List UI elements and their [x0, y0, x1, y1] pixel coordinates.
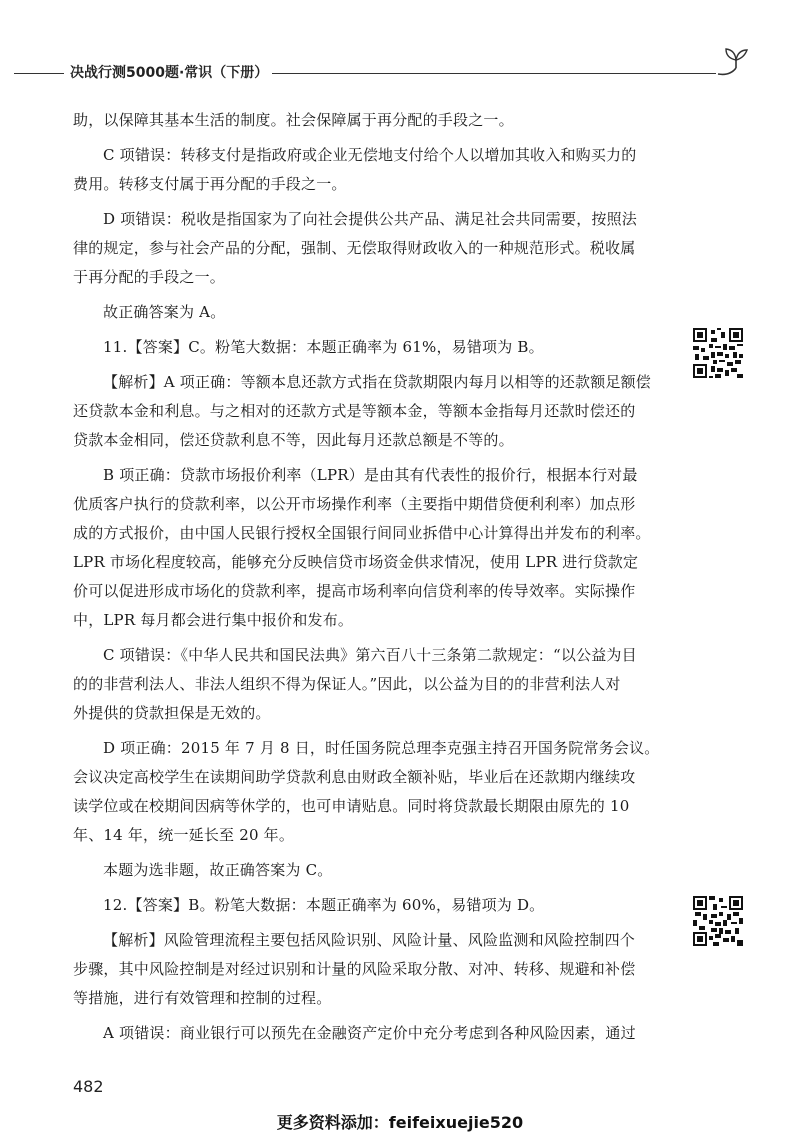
text-line: 还贷款本金和利息。与之相对的还款方式是等额本金，等额本金指每月还款时偿还的	[73, 402, 636, 420]
text-line: LPR 市场化程度较高，能够充分反映信贷市场资金供求情况，使用 LPR 进行贷款定	[73, 553, 639, 571]
paragraph	[73, 205, 665, 292]
text-line: 年、14 年，统一延长至 20 年。	[73, 826, 295, 844]
paragraph	[73, 461, 665, 635]
paragraph	[73, 333, 665, 362]
text-line: 步骤，其中风险控制是对经过识别和计量的风险采取分散、对冲、转移、规避和补偿	[73, 960, 636, 978]
paragraph	[73, 926, 665, 1013]
paragraph	[73, 891, 665, 920]
qr-code-icon[interactable]	[693, 328, 743, 378]
text-line: 优质客户执行的贷款利率，以公开市场操作利率（主要指中期借贷便利利率）加点形	[73, 495, 636, 513]
running-header	[0, 58, 800, 88]
text-line: 成的方式报价，由中国人民银行授权全国银行间同业拆借中心计算得出并发布的利率。	[73, 524, 651, 542]
text-line: 价可以促进形成市场化的贷款利率，提高市场利率向信贷利率的传导效率。实际操作	[73, 582, 636, 600]
sprout-icon	[714, 46, 754, 80]
text-line: D 项错误：税收是指国家为了向社会提供公共产品、满足社会共同需要，按照法	[103, 210, 637, 228]
text-line: 等措施，进行有效管理和控制的过程。	[73, 989, 332, 1007]
text-line: 【解析】A 项正确：等额本息还款方式指在贷款期限内每月以相等的还款额足额偿	[103, 373, 652, 391]
footer-note: 更多资料添加：feifeixuejie520	[276, 1113, 524, 1132]
answer-line-11: 11.【答案】C。粉笔大数据：本题正确率为 61%，易错项为 B。	[103, 338, 544, 356]
text-line: 外提供的贷款担保是无效的。	[73, 704, 271, 722]
text-line: A 项错误：商业银行可以预先在金融资产定价中充分考虑到各种风险因素，通过	[103, 1024, 636, 1042]
text-line: 助，以保障其基本生活的制度。社会保障属于再分配的手段之一。	[73, 111, 514, 129]
text-line: 中，LPR 每月都会进行集中报价和发布。	[73, 611, 354, 629]
answer-text-column	[73, 106, 665, 1054]
paragraph	[73, 856, 665, 885]
paragraph	[73, 106, 665, 135]
text-line: 本题为选非题，故正确答案为 C。	[103, 861, 333, 879]
paragraph	[73, 734, 665, 850]
header-rule-right	[272, 73, 716, 74]
text-line: D 项正确：2015 年 7 月 8 日，时任国务院总理李克强主持召开国务院常务会议。	[103, 739, 660, 757]
book-title: 决战行测5000题·常识（下册）	[70, 65, 269, 81]
paragraph	[73, 298, 665, 327]
paragraph	[73, 1019, 665, 1048]
text-line: C 项错误：《中华人民共和国民法典》第六百八十三条第二款规定：“以公益为目	[103, 646, 637, 664]
text-line: 贷款本金相同，偿还贷款利息不等，因此每月还款总额是不等的。	[73, 431, 514, 449]
text-line: 读学位或在校期间因病等休学的，也可申请贴息。同时将贷款最长期限由原先的 10	[73, 797, 630, 815]
text-line: 【解析】风险管理流程主要包括风险识别、风险计量、风险监测和风险控制四个	[103, 931, 636, 949]
paragraph	[73, 641, 665, 728]
header-rule-left	[14, 73, 64, 74]
paragraph	[73, 141, 665, 199]
qr-code-icon[interactable]	[693, 896, 743, 946]
text-line: 费用。转移支付属于再分配的手段之一。	[73, 175, 347, 193]
answer-line-12: 12.【答案】B。粉笔大数据：本题正确率为 60%，易错项为 D。	[103, 896, 545, 914]
paragraph	[73, 368, 665, 455]
text-line: 于再分配的手段之一。	[73, 268, 226, 286]
text-line: B 项正确：贷款市场报价利率（LPR）是由其有代表性的报价行，根据本行对最	[103, 466, 638, 484]
text-line: 故正确答案为 A。	[103, 303, 226, 321]
text-line: 律的规定，参与社会产品的分配，强制、无偿取得财政收入的一种规范形式。税收属	[73, 239, 636, 257]
text-line: 的的非营利法人、非法人组织不得为保证人。”因此，以公益为目的的非营利法人对	[73, 675, 621, 693]
page-number: 482	[73, 1077, 104, 1096]
text-line: 会议决定高校学生在读期间助学贷款利息由财政全额补贴，毕业后在还款期内继续攻	[73, 768, 636, 786]
text-line: C 项错误：转移支付是指政府或企业无偿地支付给个人以增加其收入和购买力的	[103, 146, 637, 164]
